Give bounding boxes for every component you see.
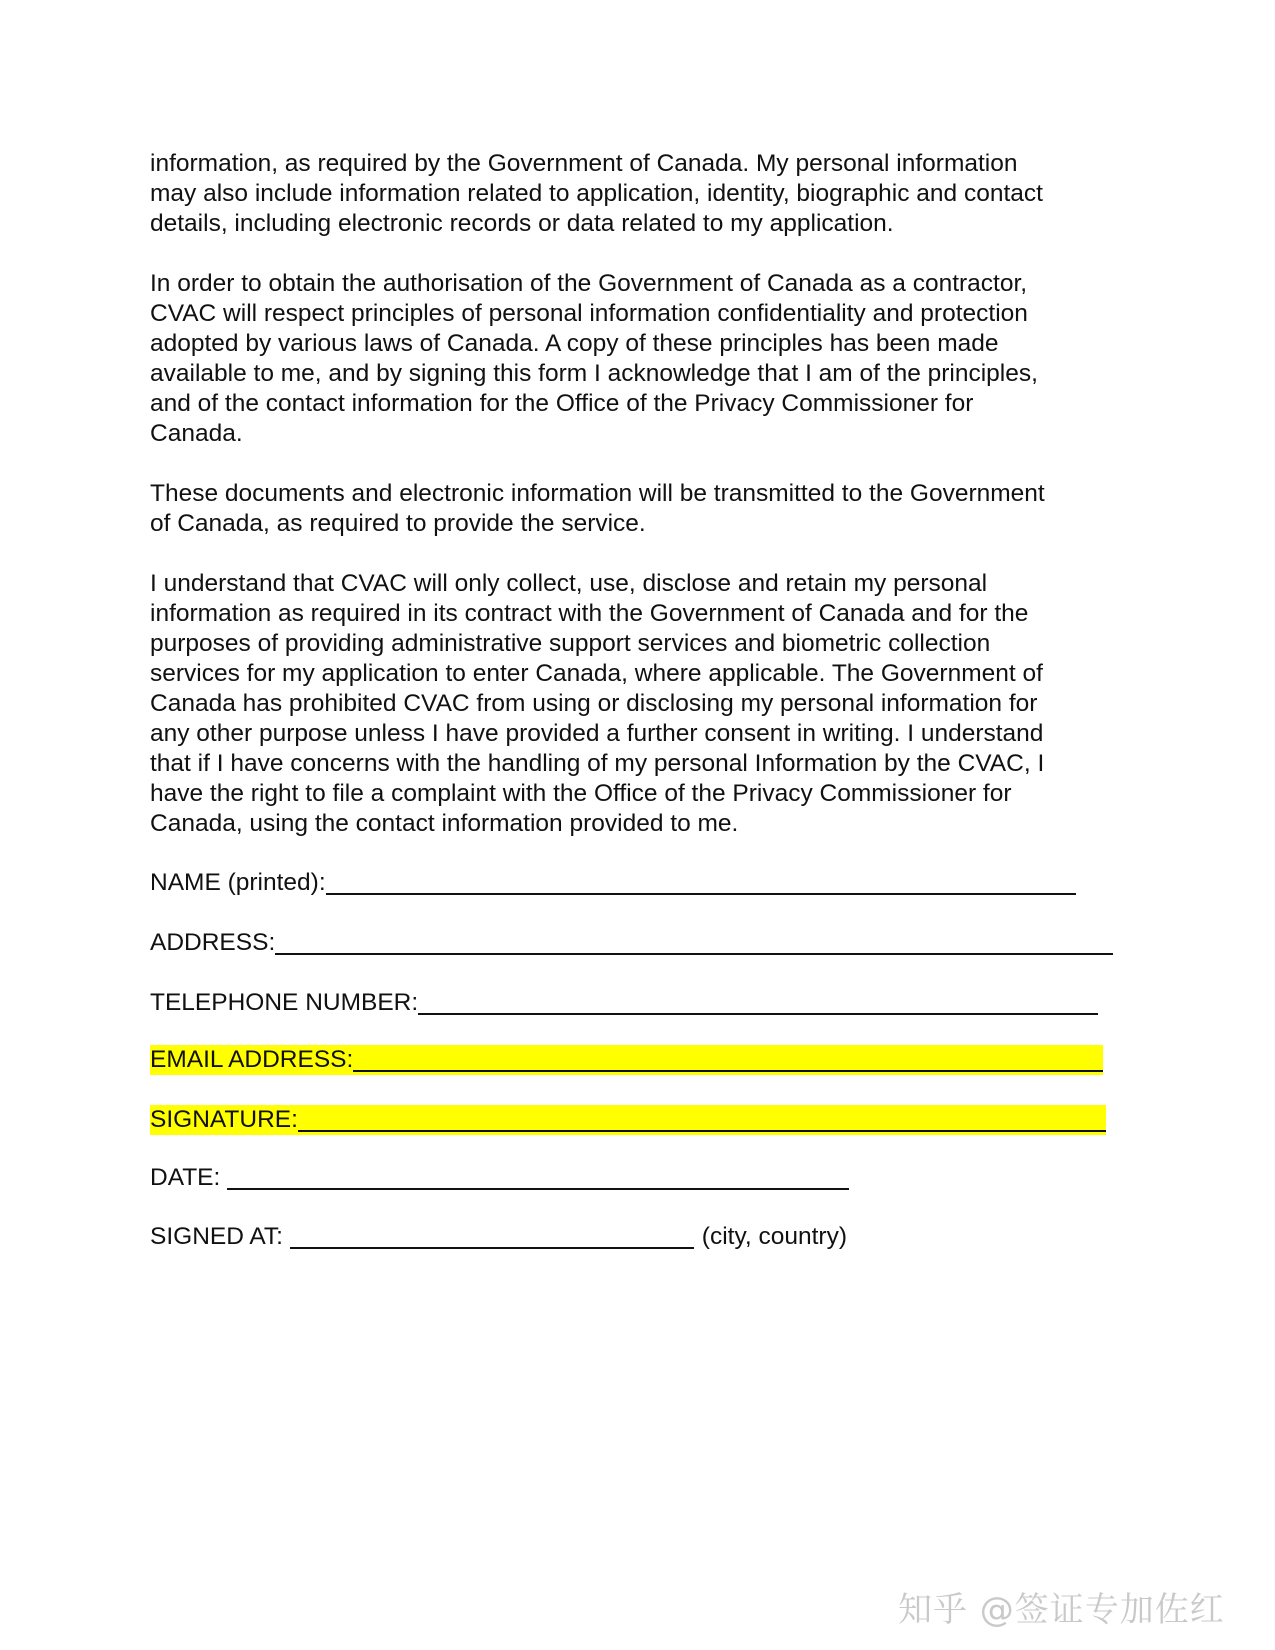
text-line: I understand that CVAC will only collect, use, disclose and retain my personal xyxy=(150,570,988,597)
address-field-row xyxy=(150,928,1113,958)
text-line: details, including electronic records or data related to my application. xyxy=(150,210,894,237)
text-line: have the right to file a complaint with the Office of the Privacy Commissioner for xyxy=(150,780,1012,807)
paragraph-authorisation xyxy=(150,269,1130,449)
address-blank[interactable] xyxy=(275,929,1113,955)
text-line: information as required in its contract with the Government of Canada and for the xyxy=(150,600,1029,627)
text-line: Canada. xyxy=(150,420,243,447)
date-label: DATE: xyxy=(150,1164,228,1191)
watermark-text: 知乎 @签证专加佐红 xyxy=(898,1590,1225,1630)
text-line: Canada has prohibited CVAC from using or disclosing my personal information for xyxy=(150,690,1038,717)
signature-field-row xyxy=(150,1105,1106,1135)
name-blank[interactable] xyxy=(326,869,1076,895)
email-field-row xyxy=(150,1045,1103,1075)
text-line: Canada, using the contact information provided to me. xyxy=(150,810,739,837)
text-line: of Canada, as required to provide the service. xyxy=(150,510,646,537)
email-label: EMAIL ADDRESS: xyxy=(150,1046,354,1073)
text-line: that if I have concerns with the handling of my personal Information by the CVAC, I xyxy=(150,750,1045,777)
paragraph-transmission xyxy=(150,479,1130,539)
text-line: and of the contact information for the Office of the Privacy Commissioner for xyxy=(150,390,974,417)
text-line: In order to obtain the authorisation of the Government of Canada as a contractor, xyxy=(150,270,1028,297)
telephone-field-row xyxy=(150,988,1098,1018)
name-field-row xyxy=(150,868,1076,898)
text-line: may also include information related to application, identity, biographic and contact xyxy=(150,180,1043,207)
signature-label: SIGNATURE: xyxy=(150,1106,298,1133)
text-line: services for my application to enter Canada, where applicable. The Government of xyxy=(150,660,1043,687)
text-line: information, as required by the Government of Canada. My personal information xyxy=(150,150,1018,177)
signed-at-blank[interactable] xyxy=(290,1223,694,1249)
paragraph-understanding xyxy=(150,569,1130,839)
email-blank[interactable] xyxy=(353,1046,1103,1072)
text-line: These documents and electronic information will be transmitted to the Government xyxy=(150,480,1045,507)
name-label: NAME (printed): xyxy=(150,869,326,896)
paragraph-personal-information xyxy=(150,149,1130,239)
telephone-blank[interactable] xyxy=(418,989,1098,1015)
signed-at-label: SIGNED AT: xyxy=(150,1223,290,1250)
date-field-row xyxy=(150,1163,849,1193)
signed-at-field-row xyxy=(150,1222,847,1252)
date-blank[interactable] xyxy=(227,1164,849,1190)
text-line: CVAC will respect principles of personal information confidentiality and protection xyxy=(150,300,1028,327)
telephone-label: TELEPHONE NUMBER: xyxy=(150,989,419,1016)
text-line: available to me, and by signing this form I acknowledge that I am of the principles, xyxy=(150,360,1038,387)
signed-at-suffix: (city, country) xyxy=(701,1223,847,1250)
address-label: ADDRESS: xyxy=(150,929,276,956)
text-line: purposes of providing administrative support services and biometric collection xyxy=(150,630,991,657)
signature-blank[interactable] xyxy=(298,1106,1106,1132)
text-line: any other purpose unless I have provided a further consent in writing. I understand xyxy=(150,720,1044,747)
document-body xyxy=(150,149,1130,869)
text-line: adopted by various laws of Canada. A copy of these principles has been made xyxy=(150,330,999,357)
